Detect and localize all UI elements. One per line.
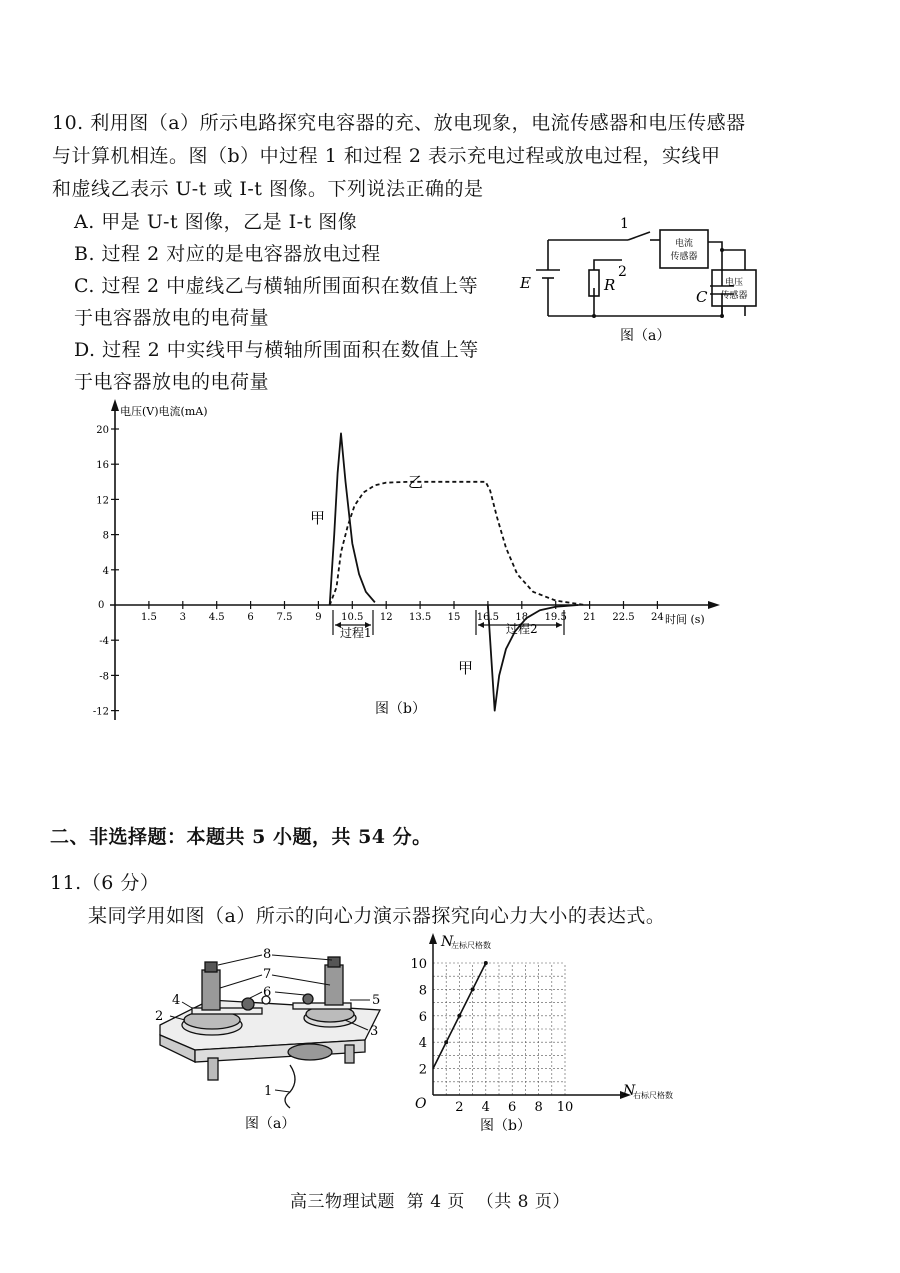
n-graph-caption: 图（b） xyxy=(480,1118,531,1134)
x-tick-label: 12 xyxy=(379,612,393,623)
x-tick-label: 19.5 xyxy=(544,612,567,623)
n-graph xyxy=(405,930,695,1135)
chart-b xyxy=(90,395,730,725)
y-tick-label: 8 xyxy=(102,530,109,542)
current-sensor-line2: 传感器 xyxy=(670,252,698,262)
n-graph-x-tick: 8 xyxy=(534,1100,543,1115)
y-tick-label: 4 xyxy=(102,565,109,577)
n-graph-origin: O xyxy=(415,1096,427,1112)
y-tick-label: -8 xyxy=(99,671,109,683)
current-sensor-line1: 电流 xyxy=(674,239,694,249)
apparatus-label-2: 2 xyxy=(155,1009,164,1024)
x-tick-label: 6 xyxy=(247,612,254,623)
voltage-sensor-line2: 传感器 xyxy=(720,291,748,301)
q11-title: 11.（6 分） xyxy=(50,872,160,894)
n-graph-x-tick: 4 xyxy=(481,1100,490,1115)
data-point xyxy=(471,987,475,991)
x-tick-label: 10.5 xyxy=(341,612,364,623)
y-axis-arrow xyxy=(111,399,119,411)
q10-option-c-line2: 于电容器放电的电荷量 xyxy=(74,307,270,329)
q10-line3: 和虚线乙表示 U-t 或 I-t 图像。下列说法正确的是 xyxy=(52,178,484,200)
x-tick-label: 18 xyxy=(515,612,529,623)
x-tick-label: 24 xyxy=(651,612,664,623)
data-point xyxy=(484,961,488,965)
voltage-sensor-line1: 电压 xyxy=(724,278,744,288)
y-tick-label: -4 xyxy=(99,636,109,648)
x-tick-label: 16.5 xyxy=(476,612,500,623)
n-graph-y-tick: 8 xyxy=(418,983,427,999)
series-yi-dashed xyxy=(330,482,585,605)
apparatus-label-8: 8 xyxy=(263,947,272,962)
circuit-diagram xyxy=(510,212,770,352)
label-e: E xyxy=(520,274,531,292)
page-footer: 高三物理试题 第 4 页 （共 8 页） xyxy=(290,1192,570,1212)
n-graph-ylabel: N xyxy=(441,934,454,950)
y-tick-label: 16 xyxy=(96,460,109,472)
n-graph-y-tick: 6 xyxy=(418,1009,427,1025)
n-graph-xlabel: N xyxy=(623,1083,636,1099)
data-point xyxy=(457,1014,461,1018)
n-graph-xlabel-sub: 右标尺格数 xyxy=(633,1091,673,1100)
apparatus-label-1: 1 xyxy=(264,1084,273,1099)
label-yi: 乙 xyxy=(408,473,424,491)
x-axis-arrow xyxy=(708,601,720,609)
chart-xlabel: 时间 (s) xyxy=(665,613,705,626)
n-graph-y-tick: 4 xyxy=(418,1036,427,1052)
process2-label: 过程2 xyxy=(506,622,538,636)
chart-origin-zero: 0 xyxy=(98,600,105,611)
apparatus-label-5: 5 xyxy=(372,993,381,1008)
chart-ylabel: 电压(V)电流(mA) xyxy=(120,405,208,418)
apparatus-diagram xyxy=(150,940,400,1135)
n-graph-x-tick: 6 xyxy=(508,1100,517,1115)
apparatus-caption: 图（a） xyxy=(245,1116,296,1132)
n-graph-y-tick: 10 xyxy=(410,957,427,972)
n-graph-ylabel-sub: 左标尺格数 xyxy=(451,941,491,950)
apparatus-label-4: 4 xyxy=(172,993,181,1008)
q10-option-a: A. 甲是 U-t 图像，乙是 I-t 图像 xyxy=(74,211,358,233)
label-r: R xyxy=(604,276,616,294)
circuit-caption: 图（a） xyxy=(620,328,671,344)
y-tick-label: 20 xyxy=(96,425,109,436)
q10-line1: 10. 利用图（a）所示电路探究电容器的充、放电现象，电流传感器和电压传感器 xyxy=(52,112,746,134)
q10-option-c-line1: C. 过程 2 中虚线乙与横轴所围面积在数值上等 xyxy=(74,275,479,297)
apparatus-label-7: 7 xyxy=(263,967,272,982)
x-tick-label: 9 xyxy=(315,612,322,623)
q11-text: 某同学用如图（a）所示的向心力演示器探究向心力大小的表达式。 xyxy=(88,905,666,927)
apparatus-label-6: 6 xyxy=(263,985,272,1000)
n-graph-x-tick: 10 xyxy=(556,1100,574,1115)
process1-label: 过程1 xyxy=(340,626,372,640)
x-tick-label: 21 xyxy=(583,612,596,623)
x-tick-label: 15 xyxy=(447,612,461,623)
x-tick-label: 7.5 xyxy=(276,612,293,623)
chart-caption: 图（b） xyxy=(375,701,426,717)
label-jia-top: 甲 xyxy=(310,509,326,527)
y-tick-label: -12 xyxy=(92,706,109,718)
n-graph-y-tick: 2 xyxy=(418,1062,427,1078)
q10-option-b: B. 过程 2 对应的是电容器放电过程 xyxy=(74,243,381,265)
x-tick-label: 13.5 xyxy=(408,612,432,623)
q10-option-d-line2: 于电容器放电的电荷量 xyxy=(74,371,270,393)
section2-heading: 二、非选择题：本题共 5 小题，共 54 分。 xyxy=(50,826,432,848)
data-point xyxy=(444,1040,448,1044)
apparatus-label-3: 3 xyxy=(370,1024,379,1039)
x-tick-label: 1.5 xyxy=(140,612,157,623)
series-jia-solid-0 xyxy=(330,433,375,605)
q10-line2: 与计算机相连。图（b）中过程 1 和过程 2 表示充电过程或放电过程，实线甲 xyxy=(52,145,721,167)
y-tick-label: 12 xyxy=(96,495,109,507)
switch-label-2: 2 xyxy=(618,264,627,280)
x-tick-label: 4.5 xyxy=(208,612,225,623)
label-c: C xyxy=(696,288,708,306)
x-tick-label: 3 xyxy=(179,612,186,623)
n-graph-x-tick: 2 xyxy=(455,1100,464,1115)
switch-label-1: 1 xyxy=(620,216,629,232)
q10-option-d-line1: D. 过程 2 中实线甲与横轴所围面积在数值上等 xyxy=(74,339,479,361)
label-jia-bottom: 甲 xyxy=(458,659,474,677)
x-tick-label: 22.5 xyxy=(612,612,635,623)
